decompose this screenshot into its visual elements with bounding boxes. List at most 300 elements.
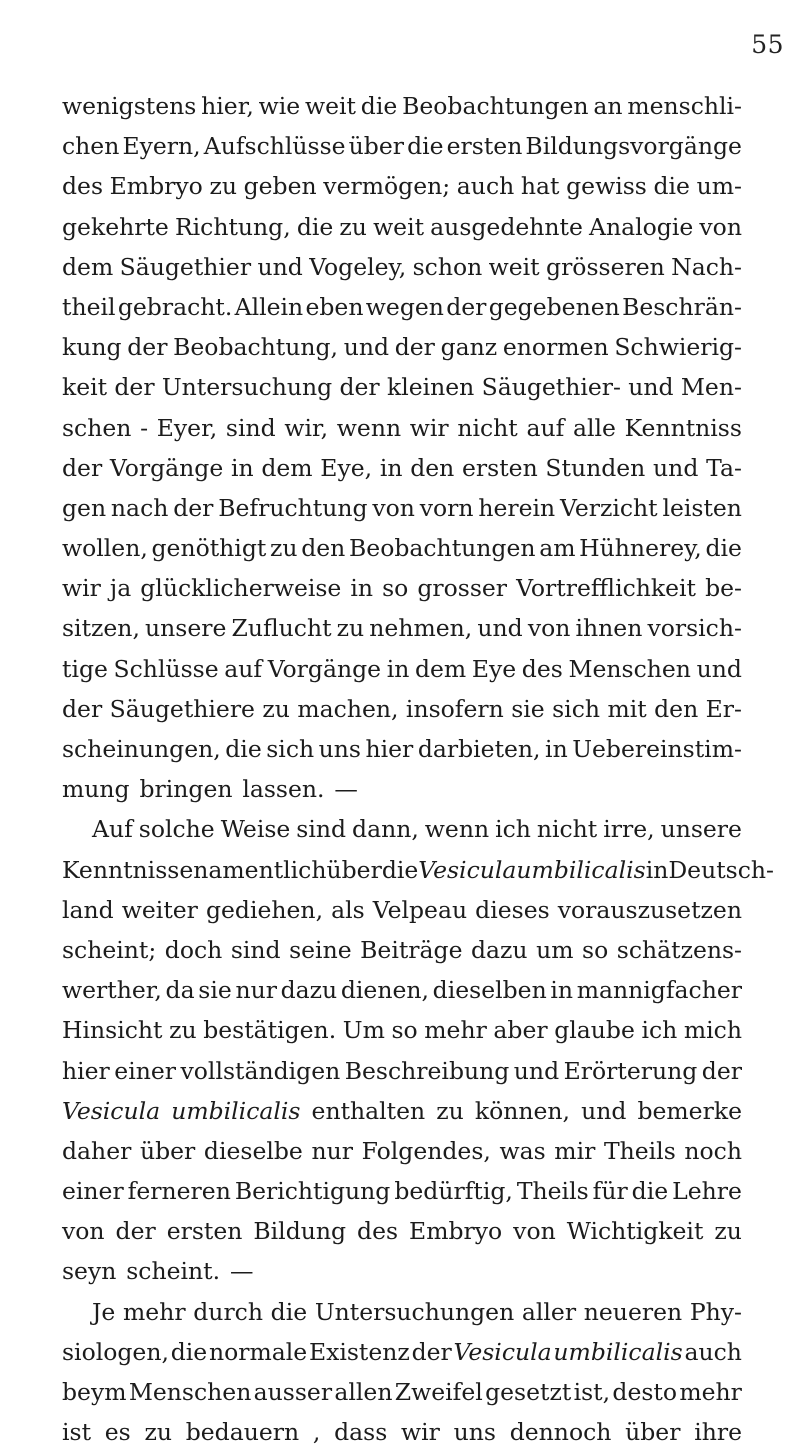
word: Phy-	[689, 1297, 742, 1326]
word: in	[645, 855, 669, 884]
text-line	[62, 126, 742, 166]
word: seine	[289, 935, 352, 964]
text-line	[62, 528, 742, 568]
word: be-	[705, 574, 742, 603]
word: des	[357, 1217, 399, 1246]
word: Stunden	[545, 453, 646, 482]
word: herein	[478, 493, 556, 522]
word: gediehen,	[205, 895, 324, 924]
text-line	[62, 809, 742, 849]
word: Velpeau	[372, 895, 468, 924]
word: Säugethier	[119, 252, 252, 281]
word: Vorgänge	[267, 654, 382, 683]
word: wegen	[365, 292, 444, 321]
word: ersten	[462, 453, 538, 482]
word: nicht	[457, 413, 518, 442]
word: nur	[311, 1136, 353, 1165]
word: von	[527, 614, 571, 643]
word: um	[536, 935, 574, 964]
word: ist,	[573, 1378, 611, 1406]
word: die	[653, 172, 690, 201]
word: darbieten,	[417, 735, 541, 763]
word: bemerke	[637, 1096, 742, 1125]
text-line	[62, 247, 742, 287]
word: menschli-	[627, 92, 742, 120]
word: Um	[342, 1016, 385, 1045]
word: scheint;	[62, 935, 157, 964]
word: hat	[520, 172, 560, 201]
word: von	[372, 493, 415, 522]
word: grosser	[417, 574, 508, 603]
word: gewiss	[566, 172, 647, 201]
word: kung	[62, 333, 122, 362]
word: irre,	[603, 815, 655, 844]
word: Eye,	[320, 453, 373, 482]
word: unsere	[660, 815, 742, 844]
word: doch	[164, 935, 223, 964]
word: Lehre	[672, 1177, 742, 1206]
word: Beschrän-	[622, 292, 742, 321]
word: bringen	[139, 775, 233, 804]
text-line	[62, 1292, 742, 1332]
word: ausgedehnte	[430, 212, 583, 241]
word: die	[170, 1337, 208, 1366]
word: wir,	[284, 413, 329, 442]
word: es	[104, 1418, 131, 1447]
word: eben	[305, 292, 364, 321]
word: chen	[62, 132, 120, 161]
word: und	[653, 453, 699, 482]
word: der	[114, 373, 155, 402]
word: weit	[373, 212, 425, 241]
word: ich	[495, 815, 531, 844]
word: zu	[209, 172, 237, 201]
word: mehr	[424, 1016, 487, 1045]
word: in	[350, 574, 374, 603]
word: wenn	[336, 413, 402, 442]
word: wenigstens	[62, 92, 197, 120]
text-line	[62, 850, 774, 890]
word: -	[140, 413, 149, 442]
text-line	[62, 1131, 742, 1171]
word: was	[499, 1136, 546, 1165]
word: in	[550, 976, 574, 1005]
word: glücklicherweise	[140, 574, 342, 603]
word: die	[296, 212, 334, 241]
word: neueren	[583, 1297, 683, 1326]
word: in	[386, 654, 410, 683]
word: dieselbe	[203, 1136, 303, 1165]
word: ausser	[253, 1378, 333, 1406]
word: gegebenen	[488, 292, 620, 321]
word: sind	[296, 815, 347, 844]
word: Vorgänge	[109, 453, 224, 482]
word: Hinsicht	[62, 1016, 163, 1045]
word: für	[592, 1177, 628, 1206]
word: glaube	[554, 1016, 635, 1045]
word: mannigfacher	[576, 976, 742, 1005]
text-line	[62, 649, 742, 689]
word: und	[696, 654, 742, 683]
word: Uebereinstim-	[572, 735, 742, 763]
word: auch	[684, 1337, 742, 1366]
word: dienen,	[340, 976, 429, 1005]
word: über	[326, 855, 382, 884]
word: Untersuchung	[161, 373, 333, 402]
word: zu	[714, 1217, 742, 1246]
word: Deutsch-	[668, 855, 774, 884]
word: Richtung,	[174, 212, 291, 241]
word: allen	[334, 1378, 393, 1406]
word: namentlich	[193, 855, 327, 884]
word: der	[446, 292, 487, 321]
text-line	[62, 970, 742, 1010]
word: sie	[198, 976, 232, 1005]
text-line	[62, 729, 742, 769]
word: Zweifel	[394, 1378, 483, 1406]
word: Embryo	[109, 172, 203, 201]
word: gebracht.	[117, 292, 233, 321]
word: aber	[493, 1016, 548, 1045]
word: nicht	[536, 815, 598, 844]
word: insofern	[405, 694, 504, 723]
word: und	[477, 614, 523, 643]
word: scheinungen,	[62, 735, 221, 763]
word: weit	[305, 92, 356, 120]
word: zu	[270, 534, 298, 563]
word: einer	[62, 1177, 124, 1206]
word: durch	[193, 1297, 263, 1326]
word: mung	[62, 775, 130, 804]
word: Vesicula	[418, 855, 517, 884]
word: Eye	[471, 654, 517, 683]
text-line	[62, 86, 742, 126]
text-line	[62, 287, 742, 327]
text-line	[62, 930, 742, 970]
word: vollständigen	[180, 1056, 341, 1085]
word: ihre	[694, 1418, 742, 1447]
word: beym	[62, 1378, 127, 1406]
word: dann,	[352, 815, 419, 844]
text-line	[62, 488, 742, 528]
word: enormen	[502, 333, 609, 362]
word: Allein	[234, 292, 304, 321]
word: Zuflucht	[231, 614, 332, 643]
word: dazu	[280, 976, 338, 1005]
text-line	[62, 448, 742, 488]
word: wie	[258, 92, 301, 120]
word: der	[62, 453, 103, 482]
word: Folgendes,	[361, 1136, 491, 1165]
word: der	[62, 694, 103, 723]
word: normale	[208, 1337, 308, 1366]
word: gesetzt	[485, 1378, 572, 1406]
word: dem	[261, 453, 313, 482]
text-line	[62, 367, 742, 407]
word: auf	[526, 413, 565, 442]
text-line	[62, 608, 742, 648]
word: sich	[266, 735, 315, 763]
word: der	[411, 1337, 452, 1366]
word: Aufschlüsse	[203, 132, 346, 161]
word: vorn	[419, 493, 474, 522]
word: Menschen	[568, 654, 691, 683]
word: Men-	[680, 373, 742, 402]
word: die	[225, 735, 262, 763]
word: solche	[138, 815, 215, 844]
word: umbilicalis	[516, 855, 646, 884]
word: nach	[110, 493, 169, 522]
word: sind	[230, 935, 281, 964]
word: sich	[552, 694, 600, 723]
word: wir	[409, 413, 449, 442]
word: Vesicula	[453, 1337, 552, 1366]
word: den	[410, 453, 455, 482]
word: uns	[318, 735, 361, 763]
word: keit	[62, 373, 108, 402]
word: der	[173, 493, 214, 522]
word: schen	[62, 413, 132, 442]
word: und	[513, 1056, 560, 1085]
word: land	[62, 895, 114, 924]
word: Weise	[220, 815, 291, 844]
word: über	[348, 132, 404, 161]
word: Hühnerey,	[579, 534, 702, 563]
word: wenn	[424, 815, 490, 844]
word: ersten	[166, 1217, 243, 1246]
word: Schwierig-	[614, 333, 742, 362]
word: wollen,	[62, 534, 148, 563]
word: über	[139, 1136, 196, 1165]
word: den	[301, 534, 346, 563]
word: zu	[169, 1016, 197, 1045]
word: mehr	[679, 1378, 742, 1406]
word: zu	[339, 212, 367, 241]
word: wir	[401, 1418, 440, 1447]
word: bedürftig,	[394, 1177, 513, 1206]
word: um-	[696, 172, 742, 201]
word: tige	[62, 654, 108, 683]
word: uns	[453, 1418, 496, 1447]
word: Beobachtungen	[402, 92, 589, 120]
word: die	[270, 1297, 308, 1326]
word: Kenntnisse	[62, 855, 194, 884]
word: der	[127, 333, 168, 362]
word: hier	[365, 735, 414, 763]
word: daher	[62, 1136, 132, 1165]
word: gekehrte	[62, 212, 169, 241]
text-line	[62, 890, 742, 930]
word: ich	[641, 1016, 678, 1045]
word: vorsich-	[647, 614, 742, 643]
word: geben	[243, 172, 317, 201]
word: enthalten	[311, 1096, 426, 1125]
word: Existenz	[308, 1337, 410, 1366]
text-line	[62, 1251, 742, 1291]
word: einer	[114, 1056, 176, 1085]
word: kleinen	[386, 373, 475, 402]
text-line	[62, 689, 742, 729]
word: Eyern,	[122, 132, 201, 161]
word: dieselben	[432, 976, 547, 1005]
word: genöthigt	[151, 534, 267, 563]
word: ferneren	[127, 1177, 231, 1206]
word: auch	[456, 172, 515, 201]
word: umbilicalis	[171, 1096, 301, 1125]
word: Eyer,	[156, 413, 218, 442]
word: Nach-	[671, 252, 742, 281]
word: der	[394, 333, 435, 362]
word: des	[521, 654, 563, 683]
word: Wichtigkeit	[566, 1217, 704, 1246]
word: ja	[109, 574, 132, 603]
word: Theils	[603, 1136, 676, 1165]
word: zu	[144, 1418, 172, 1447]
word: des	[62, 172, 104, 201]
word: Embryo	[409, 1217, 503, 1246]
word: nehmen,	[369, 614, 473, 643]
word: Beiträge	[360, 935, 463, 964]
text-line	[62, 207, 742, 247]
word: können,	[474, 1096, 570, 1125]
word: Schlüsse	[113, 654, 219, 683]
word: ganz	[440, 333, 498, 362]
word: und	[257, 252, 303, 281]
word: den	[654, 694, 699, 723]
word: von	[513, 1217, 556, 1246]
word: in	[545, 735, 568, 763]
word: ,	[312, 1418, 321, 1447]
word: dennoch	[509, 1418, 612, 1447]
word: Erörterung	[563, 1056, 698, 1085]
word: Beobachtung,	[173, 333, 339, 362]
word: ersten	[446, 132, 523, 161]
word: dem	[414, 654, 467, 683]
word: umbilicalis	[553, 1337, 683, 1366]
word: noch	[684, 1136, 742, 1165]
word: mehr	[123, 1297, 186, 1326]
word: schon	[412, 252, 483, 281]
word: so	[382, 574, 409, 603]
word: Vortrefflichkeit	[516, 574, 697, 603]
word: zu	[336, 614, 365, 643]
word: auf	[224, 654, 263, 683]
word: sie	[511, 694, 545, 723]
word: Menschen	[128, 1378, 252, 1406]
word: hier	[62, 1056, 110, 1085]
word: alle	[572, 413, 616, 442]
word: —	[334, 775, 358, 804]
word: hier,	[201, 92, 254, 120]
word: der	[339, 373, 380, 402]
word: vorauszusetzen	[557, 895, 742, 924]
word: Bildung	[253, 1217, 347, 1246]
text-line	[62, 1091, 742, 1131]
word: machen,	[297, 694, 399, 723]
word: Auf	[92, 815, 133, 844]
word: mich	[683, 1016, 742, 1045]
word: gen	[62, 493, 107, 522]
word: werther,	[62, 976, 162, 1005]
word: zu	[436, 1096, 464, 1125]
word: an	[593, 92, 623, 120]
word: so	[391, 1016, 418, 1045]
word: der	[701, 1056, 742, 1085]
word: Beobachtungen	[349, 534, 536, 563]
word: dem	[62, 252, 114, 281]
word: Er-	[705, 694, 742, 723]
word: Theils	[516, 1177, 589, 1206]
text-line	[62, 1372, 742, 1412]
word: und	[628, 373, 674, 402]
word: in	[379, 453, 403, 482]
word: Kenntniss	[624, 413, 742, 442]
word: mit	[607, 694, 647, 723]
word: dass	[334, 1418, 388, 1447]
word: dieses	[475, 895, 550, 924]
text-line	[62, 568, 742, 608]
text-line	[62, 327, 742, 367]
word: weiter	[121, 895, 198, 924]
word: weit	[488, 252, 540, 281]
text-line	[62, 1010, 742, 1050]
word: theil	[62, 292, 116, 321]
text-line	[62, 1412, 742, 1452]
word: Vogeley,	[309, 252, 407, 281]
word: die	[705, 534, 742, 563]
word: desto	[612, 1378, 678, 1406]
word: die	[381, 855, 419, 884]
text-line	[62, 166, 742, 206]
word: Beschreibung	[344, 1056, 510, 1085]
word: wir	[62, 574, 101, 603]
word: Vesicula	[62, 1096, 161, 1125]
word: Befruchtung	[218, 493, 368, 522]
word: nur	[235, 976, 277, 1005]
word: da	[165, 976, 195, 1005]
word: Je	[92, 1297, 116, 1326]
word: Analogie	[589, 212, 694, 241]
word: aller	[521, 1297, 577, 1326]
word: Säugethiere	[109, 694, 255, 723]
word: die	[360, 92, 398, 120]
word: Bildungsvorgänge	[525, 132, 742, 161]
word: leisten	[662, 493, 742, 522]
word: ihnen	[575, 614, 643, 643]
word: —	[229, 1257, 254, 1286]
word: dazu	[471, 935, 528, 964]
text-line	[62, 408, 742, 448]
word: zu	[262, 694, 290, 723]
word: vermögen;	[323, 172, 451, 201]
word: und	[343, 333, 390, 362]
word: lassen.	[242, 775, 325, 804]
word: in	[230, 453, 254, 482]
text-line	[62, 1332, 742, 1372]
word: unsere	[145, 614, 227, 643]
word: Säugethier-	[481, 373, 621, 402]
text-line	[62, 1171, 742, 1211]
word: scheint.	[126, 1257, 221, 1286]
word: Ta-	[706, 453, 742, 482]
word: die	[407, 132, 444, 161]
text-line	[62, 1051, 742, 1091]
word: bestätigen.	[203, 1016, 337, 1045]
word: schätzens-	[616, 935, 742, 964]
page-number: 55	[751, 30, 784, 59]
word: bedauern	[185, 1418, 300, 1447]
word: und	[581, 1096, 627, 1125]
